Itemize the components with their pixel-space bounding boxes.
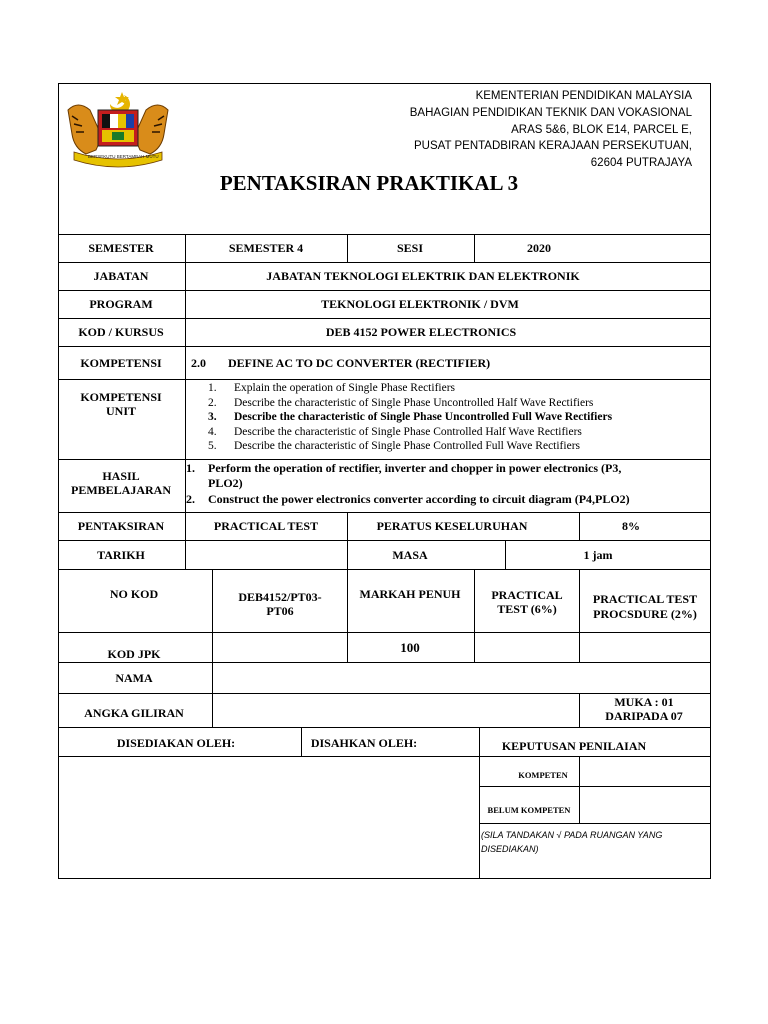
program-value: TEKNOLOGI ELEKTRONIK / DVM bbox=[321, 297, 519, 311]
unit-item bbox=[208, 396, 612, 411]
pentaksiran-label: PENTAKSIRAN bbox=[77, 519, 165, 533]
hasil-item: Construct the power electronics converter according to circuit diagram (P4,PLO2) bbox=[208, 492, 630, 506]
practical-test-label: PRACTICAL bbox=[491, 588, 563, 602]
tarikh-label: TARIKH bbox=[97, 548, 145, 562]
masa-value: 1 jam bbox=[583, 548, 613, 562]
semester-label: SEMESTER bbox=[88, 241, 154, 255]
page-number: MUKA : 01 bbox=[614, 695, 674, 709]
kompeten-checkbox[interactable] bbox=[580, 757, 709, 785]
address-line: ARAS 5&6, BLOK E14, PARCEL E, bbox=[511, 124, 692, 136]
practical-test-mark-field[interactable] bbox=[475, 633, 578, 661]
jabatan-label: JABATAN bbox=[93, 269, 149, 283]
nokod-value: DEB4152/PT03- bbox=[238, 590, 322, 604]
keputusan-label: KEPUTUSAN PENILAIAN bbox=[501, 739, 647, 753]
procedure-label: PROCSDURE (2%) bbox=[593, 607, 697, 621]
markah-value: 100 bbox=[400, 640, 420, 655]
unit-item bbox=[208, 381, 612, 396]
procedure-label: PRACTICAL TEST bbox=[592, 592, 698, 606]
tarikh-field[interactable] bbox=[186, 541, 346, 568]
instruction-note: DISEDIAKAN) bbox=[481, 844, 539, 854]
unit-list bbox=[208, 381, 612, 454]
masa-label: MASA bbox=[392, 548, 428, 562]
kompetensi-label: KOMPETENSI bbox=[80, 356, 162, 370]
unit-label: KOMPETENSI bbox=[80, 390, 162, 404]
procedure-mark-field[interactable] bbox=[580, 633, 709, 661]
disediakan-signature-field[interactable] bbox=[59, 757, 301, 877]
belum-kompeten-checkbox[interactable] bbox=[580, 787, 709, 822]
crest-motto: BERSEKUTU BERTAMBAH MUTU bbox=[88, 154, 159, 159]
hasil-label: PEMBELAJARAN bbox=[70, 483, 172, 497]
unit-item-number: 5. bbox=[208, 440, 217, 452]
nama-field[interactable] bbox=[213, 663, 709, 692]
unit-item bbox=[208, 439, 612, 454]
nama-label: NAMA bbox=[115, 671, 153, 685]
unit-item bbox=[208, 425, 612, 440]
unit-item-number: 4. bbox=[208, 425, 217, 438]
address-line: KEMENTERIAN PENDIDIKAN MALAYSIA bbox=[475, 90, 692, 102]
hasil-item: PLO2) bbox=[208, 476, 243, 490]
kursus-value: DEB 4152 POWER ELECTRONICS bbox=[325, 325, 517, 339]
sesi-value: 2020 bbox=[527, 241, 551, 255]
kursus-label: KOD / KURSUS bbox=[78, 325, 164, 339]
disahkan-label: DISAHKAN OLEH: bbox=[310, 736, 418, 750]
practical-test-label: TEST (6%) bbox=[497, 602, 557, 616]
markah-penuh-label: MARKAH PENUH bbox=[359, 587, 461, 601]
peratus-value: 8% bbox=[622, 519, 640, 533]
pentaksiran-value: PRACTICAL TEST bbox=[213, 519, 319, 533]
unit-item-text: Describe the characteristic of Single Phase Uncontrolled Full Wave Rectifiers bbox=[234, 411, 613, 423]
hasil-item-number: 1. bbox=[186, 461, 195, 475]
unit-item-text: Describe the characteristic of Single Phase Uncontrolled Half Wave Rectifiers bbox=[234, 396, 594, 409]
disahkan-signature-field[interactable] bbox=[302, 757, 478, 877]
page-total: DARIPADA 07 bbox=[605, 709, 683, 723]
hasil-label: HASIL bbox=[102, 469, 140, 483]
address-line: 62604 PUTRAJAYA bbox=[590, 157, 692, 169]
kompetensi-value: DEFINE AC TO DC CONVERTER (RECTIFIER) bbox=[228, 356, 491, 370]
nokod-value: PT06 bbox=[266, 604, 294, 618]
instruction-note: (SILA TANDAKAN √ PADA RUANGAN YANG bbox=[481, 830, 663, 840]
kodjpk-field[interactable] bbox=[213, 633, 346, 661]
nokod-label: NO KOD bbox=[109, 587, 159, 601]
kodjpk-label: KOD JPK bbox=[107, 647, 161, 661]
unit-label: UNIT bbox=[105, 404, 137, 418]
page-title: PENTAKSIRAN PRAKTIKAL 3 bbox=[219, 171, 519, 195]
angka-giliran-field[interactable] bbox=[213, 694, 578, 726]
semester-value: SEMESTER 4 bbox=[228, 241, 304, 255]
hasil-item: Perform the operation of rectifier, inverter and chopper in power electronics (P3, bbox=[208, 461, 622, 475]
program-label: PROGRAM bbox=[89, 297, 153, 311]
address-line: BAHAGIAN PENDIDIKAN TEKNIK DAN VOKASIONAL bbox=[409, 107, 692, 119]
address-line: PUSAT PENTADBIRAN KERAJAAN PERSEKUTUAN, bbox=[414, 140, 692, 152]
unit-item-number: 3. bbox=[208, 411, 217, 423]
unit-item-text: Describe the characteristic of Single Phase Controlled Half Wave Rectifiers bbox=[234, 425, 582, 438]
belum-kompeten-label: BELUM KOMPETEN bbox=[487, 805, 571, 815]
unit-item-text: Explain the operation of Single Phase Rectifiers bbox=[234, 382, 455, 394]
peratus-label: PERATUS KESELURUHAN bbox=[376, 519, 528, 533]
kompetensi-number: 2.0 bbox=[191, 356, 206, 370]
kompeten-label: KOMPETEN bbox=[518, 770, 568, 780]
jabatan-value: JABATAN TEKNOLOGI ELEKTRIK DAN ELEKTRONIK bbox=[266, 269, 580, 283]
sesi-label: SESI bbox=[396, 241, 424, 255]
angka-giliran-label: ANGKA GILIRAN bbox=[84, 706, 184, 720]
unit-item-number: 2. bbox=[208, 396, 217, 409]
unit-item bbox=[208, 410, 612, 425]
unit-item-number: 1. bbox=[208, 382, 217, 394]
disediakan-label: DISEDIAKAN OLEH: bbox=[116, 736, 236, 750]
unit-item-text: Describe the characteristic of Single Phase Controlled Full Wave Rectifiers bbox=[234, 440, 580, 452]
hasil-item-number: 2. bbox=[186, 492, 195, 506]
